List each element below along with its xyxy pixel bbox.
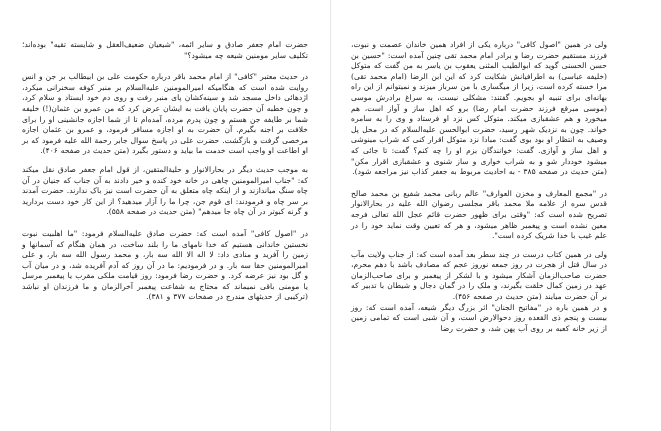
right-paragraph-1: ولی در همین "اصول کافی" درباره یکی از افراد همین خاندان عصمت و نبوت، فرزند مستقیم حضرت رضا و برادر امام محمد تقی چنین آمده است: "حسین بن حسن الحسنی گوید که ابوالطیب المثنی یعقوب بن یاسر به من گفت که متوکل (خلیفه عباسی) به اطرافیانش شکایت کرد که این ابن الرضا (امام محمد تقی) مرا خسته کرده است، زیرا از میگساری با من سرباز میزند و نمیتوانم از این راه بهانه‌ای برای تنبیه او بجویم. گفتند: مشکلی نیست، به سراغ برادرش موسی (موسی مبرقع فرزند حضرت امام رضا) برو که اهل ساز و آواز است، هم میخورد و هم عشقبازی میکند. متوکل کس نزد او فرستاد و وی را به سامره خواند. چون به نزدیک شهر رسید، حضرت ابوالحسن علیه‌السلام که در محل پل وصیف به انتظار او بود بوی گفت: مبادا نزد متوکل اقرار کنی که شراب مینوشی و اهل ساز و آوازی. گفت: خوانندگان بزم او را چه کنم؟ گفت: تا جائی که میشود خوددار شو و به شراب خواری و ساز شنوی و عشقبازی اقرار مکن" (متن حدیث در صفحه ۳۸۵ - به احادیث مربوط به جعفر کذاب نیز مراجعه شود). [351, 40, 607, 177]
left-page-text-column [22, 40, 308, 423]
left-paragraph-2: در حدیث معتبر "کافی" از امام محمد باقر درباره حکومت علی بن ابیطالب بر جن و انس روایت شده است که هنگامیکه امیرالمومنین علیه‌السلام بر منبر کوفه سخنرانی میکرد، اژدهائی داخل مسجد شد و سینه‌کشان پای منبر رفت و روی دم خود ایستاد و سلام کرد، و چون خطبه آن حضرت پایان یافت به ایشان عرض کرد که من عمرو بن عثمان(!) خلیفه شما بر طایفه جن هستم و چون پدرم مرده، آمده‌ام تا از شما اجازه جانشینی او را برای خلافت بر اجنه بگیرم. آن حضرت به او اجازه مسافر فرمود، و عمرو بن عثمان اجازه مرخصی گرفت و بازگشت. حضرت علی در پاسخ سوال جابر رحمة الله علیه فرمود که بر او اطاعت او واجب است خدمت ما بیاید و دستور بگیرد (متن حدیث در صفحه ۴۰۶). [22, 72, 308, 156]
right-paragraph-3: ولی در همین کتاب درست در چند سطر بعد آمده است که: از جناب ولایت مآب در سال قتل از هجرت در روز جمعه نوروز عجم که مصادف باشد با دهم محرم، حضرت صاحب‌الزمان آشکار میشود و با لشکر از پیغمبر و برای صاحب‌الزمان عهد در زمین کمال خلقت بگیرند، و ملک را در گمان دجال و شیطان با تدبیر که بر آن حضرت میایند (متن حدیث در صفحه ۴۵۶). [351, 249, 607, 302]
right-page-text-column [351, 40, 607, 423]
left-paragraph-1: حضرت امام جعفر صادق و سایر ائمه، "شیعیان ضعیف‌العقل و شایسته تقیه" بوده‌اند؛ تکلیف سایر مومنین شیعه چه میشود؟" [22, 40, 308, 60]
left-paragraph-4: در "اصول کافی" آمده است که: حضرت صادق علیه‌السلام فرمود: "ما اهلبیت نبوت نخستین خاندانی هستیم که خدا نامهای ما را بلند ساخت، در همان هنگام که آسمانها و زمین را آفرید و منادی داد: لا اله الا الله سه بار، و محمد رسول الله سه بار، و علی امیرالمومنین حقا سه بار. و در فرمودیم: ما در آن روز که آدم آفریده شد، و در میان آب و گل بود نیز عرضه کرد. و حضرت رضا فرمود: روز قیامت ملکی مقرب یا پیغمبر مرسل یا مومنی باقی نمیماند که محتاج به شفاعت پیغمبر آخرالزمان و ما فرزندان او نباشد (ترکیبی از حدیثهای مندرج در صفحات ۳۷۷ و ۳۸۱). [22, 228, 308, 302]
right-paragraph-2: در "مجمع المعارف و مخزن العوارف" عالم ربانی محمد شفیع بن محمد صالح قدس سره از علامه ملا محمد باقر مجلسی رضوان الله علیه در بحارالانوار تصریح شده است که: "وقتی برای ظهور حضرت قائم عجل الله تعالی فرجه معین نشده است و پیغمبر ظاهر میشود، و هر که تعیین وقت نماید خود را در علم غیب با خدا شریک کرده است". [351, 188, 607, 241]
right-paragraph-4: و در همین باره در "مفاتیح الجنان" اثر بزرگ دیگر شیعه، آمده است که: روز بیست و پنجم ذی القعده روز دحوالارض است، و آن شبی است که تمامی زمین از زیر خانه کعبه بر روی آب پهن شد، و حضرت رضا [351, 302, 607, 333]
left-paragraph-3: به موجب حدیث دیگر در بحارالانوار و حلیةالمتقین، از قول امام جعفر صادق نقل میکند که: "جناب امیرالمومنین چاهی در خانه خود کنده و خیر دادند به آن جناب که جنیان در آن چاه سنگ میاندازند و از اینکه چاه متعلق به آن حضرت است نیز باک ندارند. حضرت آمدند بر سر چاه و فرمودند: ای قوم جن، چرا ما را آزار میدهید؟ از این کار خود دست بردارید و گرنه کبوتر در آن چاه جا میدهم" (متن حدیث در صفحه ۵۵۸). [22, 164, 308, 217]
right-page [331, 0, 661, 431]
